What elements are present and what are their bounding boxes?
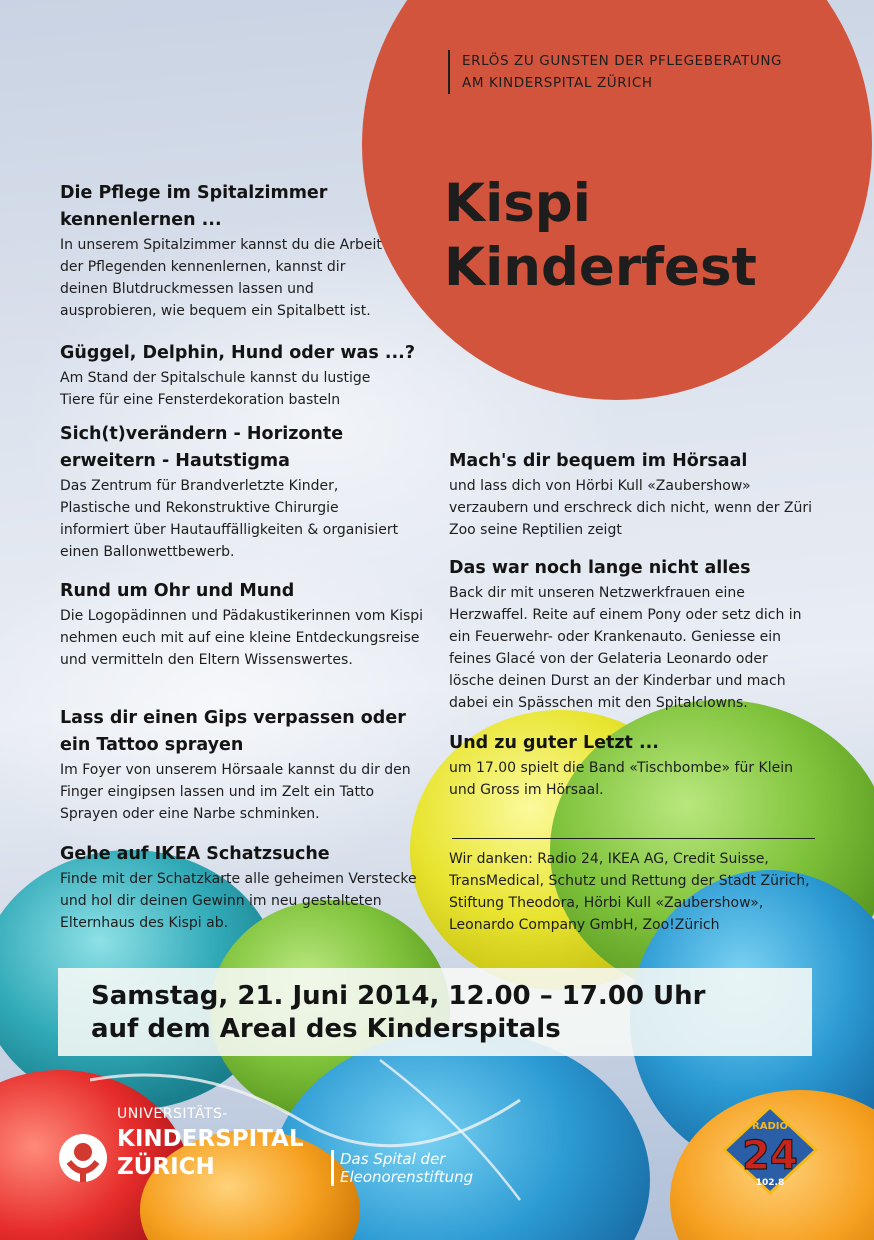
section-heading: Das war noch lange nicht alles: [449, 558, 751, 578]
section-heading: Rund um Ohr und Mund: [60, 581, 295, 601]
section-text: Im Foyer von unserem Hörsaale kannst du dir den Finger eingipsen lassen und im Zelt ein Tatto Sprayen oder eine Narbe schminken.: [60, 762, 411, 822]
section-text: um 17.00 spielt die Band «Tischbombe» für Klein und Gross im Hörsaal.: [449, 760, 793, 798]
section-text: In unserem Spitalzimmer kannst du die Arbeit der Pflegenden kennenlernen, kannst dir deinen Blutdruckmessen lassen und ausprobieren, wie bequem ein Spitalbett ist.: [60, 237, 382, 319]
section-heading: Sich(t)verändern - Horizonte erweitern - Hautstigma: [60, 424, 344, 471]
event-location: auf dem Areal des Kinderspitals: [91, 1014, 561, 1044]
section-ikea: [60, 841, 445, 934]
section-text: und lass dich von Hörbi Kull «Zaubershow» verzaubern und erschreck dich nicht, wenn der Züri Zoo seine Reptilien zeigt: [449, 478, 813, 538]
radio-frequency: 102.8: [755, 1178, 785, 1188]
section-hoersaal: [449, 448, 824, 541]
kinderspital-logo-icon: [57, 1132, 109, 1184]
section-zum-schluss: [449, 730, 824, 801]
section-text: Am Stand der Spitalschule kannst du lustige Tiere für eine Fensterdekoration basteln: [60, 370, 371, 408]
event-date: Samstag, 21. Juni 2014, 12.00 – 17.00 Uhr: [91, 981, 706, 1011]
foundation-line2: Eleonorenstiftung: [340, 1168, 474, 1186]
event-title-line1: Kispi: [444, 173, 591, 234]
section-pflege: [60, 180, 445, 322]
foundation-line1: Das Spital der: [340, 1150, 446, 1168]
section-heading: Lass dir einen Gips verpassen oder ein Tattoo sprayen: [60, 708, 406, 755]
section-gueggel: [60, 340, 445, 411]
section-hautstigma: [60, 421, 445, 563]
section-ohr-mund: [60, 578, 445, 671]
divider: [452, 838, 815, 839]
radio24-logo-icon: [720, 1105, 820, 1195]
section-heading: Die Pflege im Spitalzimmer kennenlernen ...: [60, 183, 328, 230]
radio-number: 24: [742, 1133, 798, 1179]
section-text: Back dir mit unseren Netzwerkfrauen eine Herzwaffel. Reite auf einem Pony oder setz dich in ein Feuerwehr- oder Krankenauto. Geniesse ein feines Glacé von der Gelateria Leonardo oder lösche deinen Durst an der Kinderbar und mach dabei ein Spässchen mit den Spitalclowns.: [449, 585, 802, 711]
section-heading: Und zu guter Letzt ...: [449, 733, 659, 753]
event-title: [444, 172, 757, 300]
sponsors-thanks: Wir danken: Radio 24, IKEA AG, Credit Suisse, TransMedical, Schutz und Rettung der Stadt Zürich, Stiftung Theodora, Hörbi Kull «Zaubershow», Leonardo Company GmbH, Zoo!Zürich: [449, 851, 810, 933]
section-text: Die Logopädinnen und Pädakustikerinnen vom Kispi nehmen euch mit auf eine kleine Entdeckungsreise und vermitteln den Eltern Wissenswertes.: [60, 608, 424, 668]
hospital-name-line3: ZÜRICH: [117, 1154, 215, 1180]
hospital-name-line2: KINDERSPITAL: [117, 1126, 304, 1152]
section-heading: Gehe auf IKEA Schatzsuche: [60, 844, 330, 864]
section-text: Das Zentrum für Brandverletzte Kinder, Plastische und Rekonstruktive Chirurgie informiert über Hautauffälligkeiten & organisiert einen Ballonwettbewerb.: [60, 478, 399, 560]
foundation-logo: [331, 1150, 473, 1186]
proceeds-note-line2: AM KINDERSPITAL ZÜRICH: [462, 75, 653, 91]
hospital-name-line1: UNIVERSITÄTS-: [117, 1106, 228, 1122]
radio-top-label: RADIO: [752, 1121, 788, 1132]
section-text: Finde mit der Schatzkarte alle geheimen Verstecke und hol dir deinen Gewinn im neu gestalteten Elternhaus des Kispi ab.: [60, 871, 417, 931]
event-title-line2: Kinderfest: [444, 237, 757, 298]
proceeds-note-line1: ERLÖS ZU GUNSTEN DER PFLEGEBERATUNG: [462, 53, 783, 69]
event-date-box: [58, 968, 812, 1056]
section-gips-tattoo: [60, 705, 445, 825]
section-noch-mehr: [449, 555, 824, 714]
proceeds-note: [448, 50, 782, 94]
section-heading: Güggel, Delphin, Hund oder was ...?: [60, 343, 415, 363]
section-heading: Mach's dir bequem im Hörsaal: [449, 451, 748, 471]
